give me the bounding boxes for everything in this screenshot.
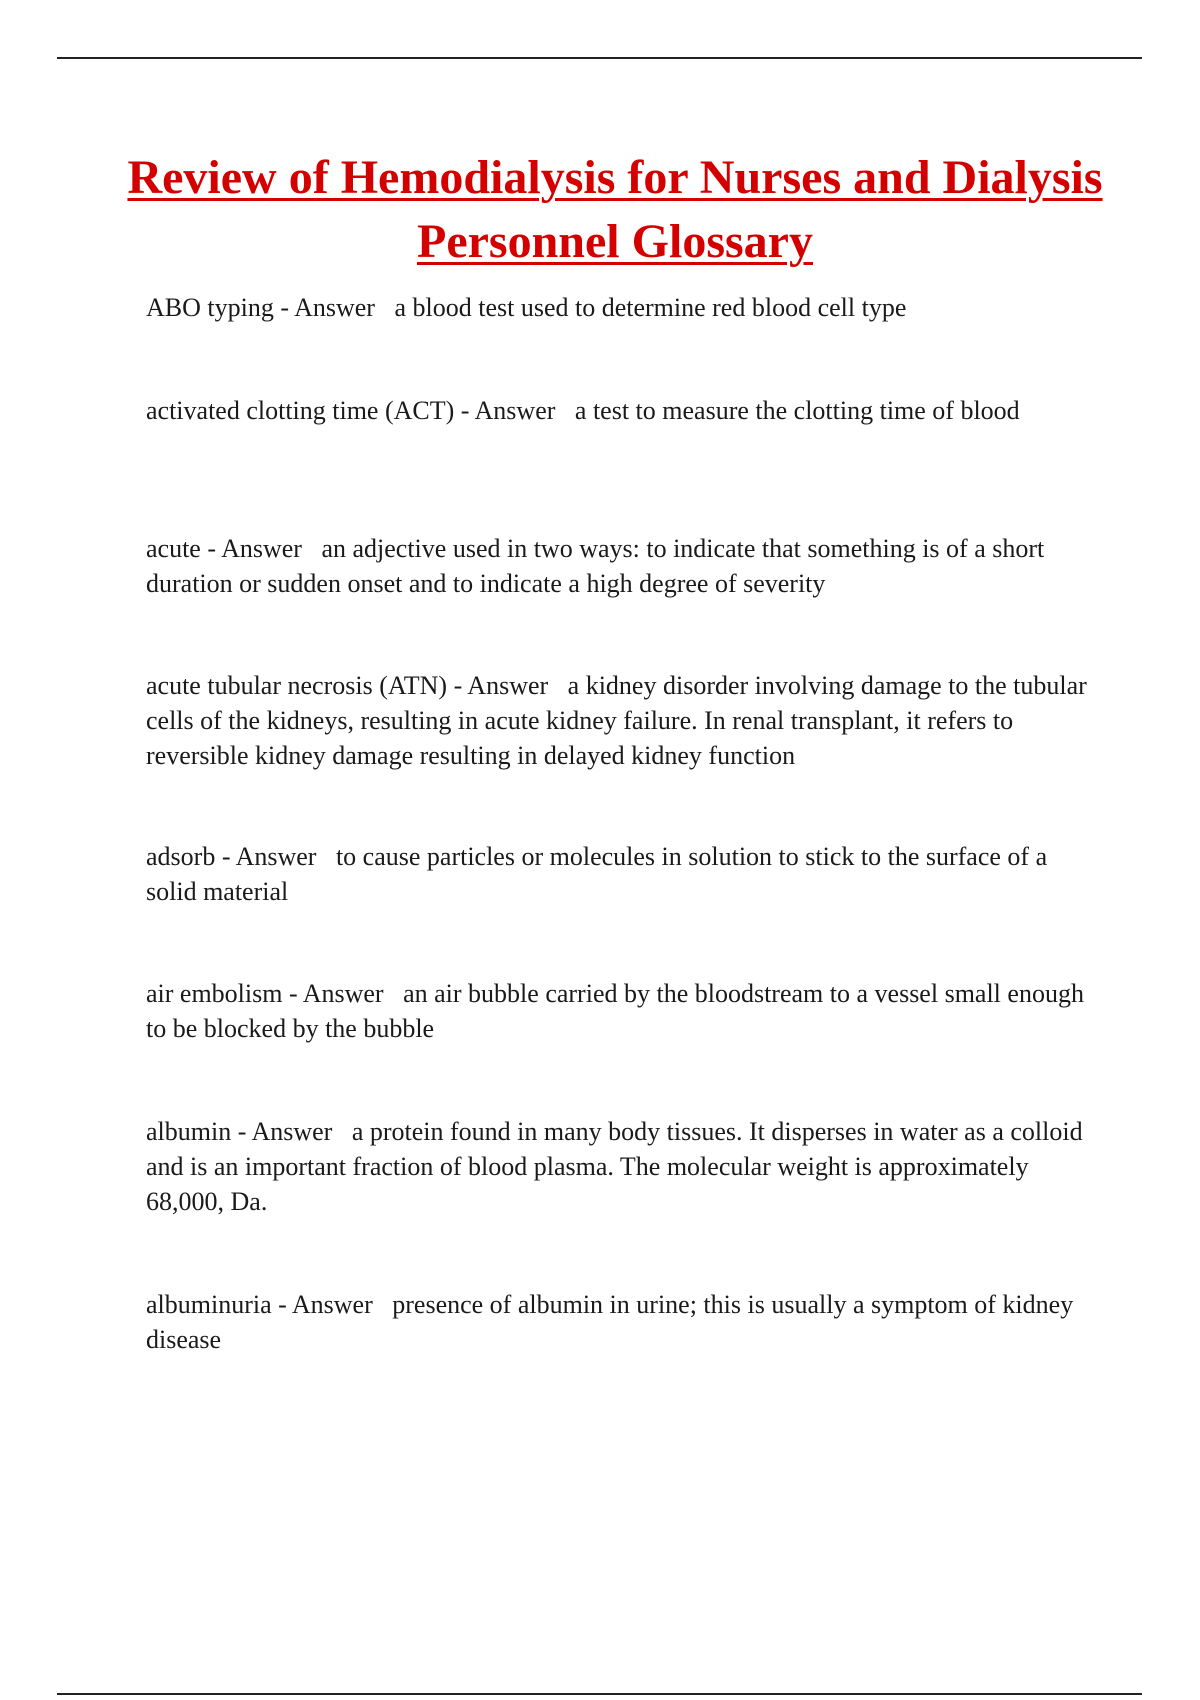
bottom-rule (57, 1693, 1142, 1695)
glossary-entry (146, 839, 1096, 909)
glossary-definition: presence of albumin in urine; this is usually a symptom of kidney disease (146, 1290, 1074, 1354)
glossary-term: adsorb (146, 842, 216, 871)
answer-label: Answer (291, 1290, 373, 1319)
glossary-entry (146, 290, 1096, 325)
glossary-entry (146, 1287, 1096, 1357)
glossary-entry (146, 668, 1096, 773)
answer-label: Answer (221, 534, 302, 563)
glossary-term: acute tubular necrosis (ATN) (146, 671, 448, 700)
term-separator: - (454, 396, 475, 425)
glossary-entry (146, 976, 1096, 1046)
term-separator: - (271, 1290, 292, 1319)
glossary-definition: a test to measure the clotting time of blood (574, 396, 1020, 425)
term-separator: - (231, 1117, 252, 1146)
answer-label: Answer (302, 979, 384, 1008)
term-separator: - (282, 979, 303, 1008)
glossary-definition: a protein found in many body tissues. It disperses in water as a colloid and is an important fraction of blood plasma. The molecular weight is approximately 68,000, Da. (146, 1117, 1083, 1216)
term-separator: - (273, 293, 295, 322)
document-title: Review of Hemodialysis for Nurses and Dialysis Personnel Glossary (127, 151, 1103, 268)
glossary-term: air embolism (146, 979, 283, 1008)
answer-label: Answer (474, 396, 556, 425)
glossary-term: albuminuria (146, 1290, 272, 1319)
glossary-definition: an adjective used in two ways: to indicate that something is of a short duration or sudden onset and to indicate a high degree of severity (146, 534, 1045, 598)
glossary-term: ABO typing (146, 293, 274, 322)
answer-label: Answer (294, 293, 375, 322)
answer-label: Answer (467, 671, 549, 700)
answer-label: Answer (251, 1117, 333, 1146)
term-separator: - (215, 842, 236, 871)
glossary-entry (146, 393, 1096, 428)
glossary-definition: a kidney disorder involving damage to the tubular cells of the kidneys, resulting in acute kidney failure. In renal transplant, it refers to reversible kidney damage resulting in delayed kidney function (146, 671, 1087, 770)
glossary-definition: a blood test used to determine red blood cell type (394, 293, 907, 322)
term-separator: - (200, 534, 222, 563)
glossary-definition: to cause particles or molecules in solution to stick to the surface of a solid material (146, 842, 1048, 906)
glossary-term: activated clotting time (ACT) (146, 396, 455, 425)
glossary-entry (146, 531, 1096, 601)
answer-label: Answer (235, 842, 317, 871)
glossary-entry (146, 1114, 1096, 1219)
glossary-definition: an air bubble carried by the bloodstream to a vessel small enough to be blocked by the bubble (146, 979, 1084, 1043)
glossary-term: albumin (146, 1117, 232, 1146)
glossary-term: acute (146, 534, 201, 563)
term-separator: - (447, 671, 468, 700)
